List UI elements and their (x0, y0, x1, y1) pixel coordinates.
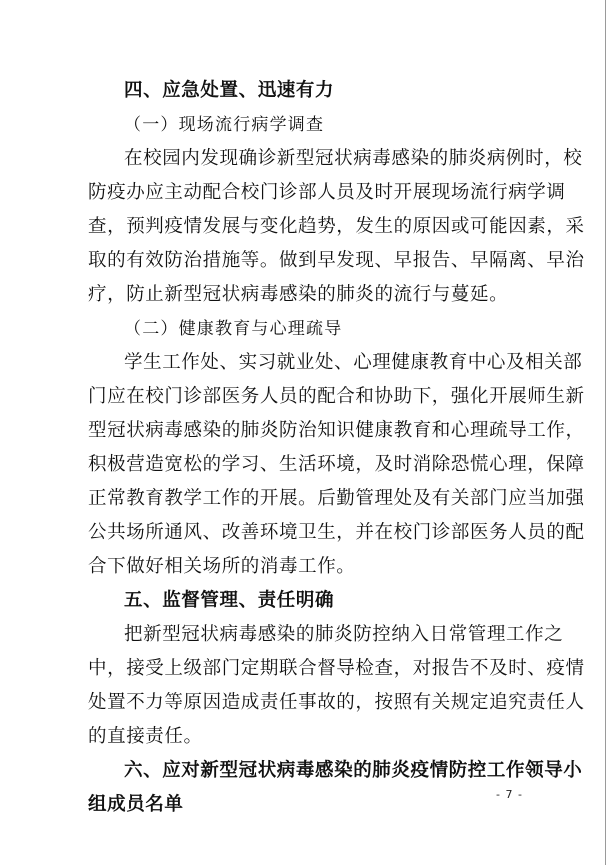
section-4-heading: 四、应急处置、迅速有力 (124, 80, 335, 101)
section-6-heading-continued: 组成员名单 (88, 794, 184, 815)
paragraph-line: 在校园内发现确诊新型冠状病毒感染的肺炎病例时，校 (124, 148, 583, 169)
paragraph-line: 公共场所通风、改善环境卫生，并在校门诊部医务人员的配 (88, 522, 585, 543)
paragraph-line: 查，预判疫情发展与变化趋势，发生的原因或可能因素，采 (88, 216, 585, 237)
paragraph-line: 取的有效防治措施等。做到早发现、早报告、早隔离、早治 (88, 250, 585, 271)
paragraph-line: 疗，防止新型冠状病毒感染的肺炎的流行与蔓延。 (88, 284, 509, 305)
section-6-heading: 六、应对新型冠状病毒感染的肺炎疫情防控工作领导小 (124, 760, 583, 781)
paragraph-line: 中，接受上级部门定期联合督导检查，对报告不及时、疫情 (88, 658, 585, 679)
paragraph-line: 门应在校门诊部医务人员的配合和协助下，强化开展师生新 (88, 386, 585, 407)
paragraph-line: 学生工作处、实习就业处、心理健康教育中心及相关部 (124, 352, 583, 373)
paragraph-line: 合下做好相关场所的消毒工作。 (88, 556, 356, 577)
paragraph-line: 积极营造宽松的学习、生活环境，及时消除恐慌心理，保障 (88, 454, 585, 475)
page-number: - 7 - (496, 788, 523, 801)
paragraph-line: 的直接责任。 (88, 726, 203, 747)
section-5-heading: 五、监督管理、责任明确 (124, 590, 335, 611)
paragraph-line: 型冠状病毒感染的肺炎防治知识健康教育和心理疏导工作， (88, 420, 585, 441)
paragraph-line: 把新型冠状病毒感染的肺炎防控纳入日常管理工作之 (124, 624, 564, 645)
subsection-4-2-heading: （二）健康教育与心理疏导 (124, 319, 343, 339)
subsection-4-1-heading: （一）现场流行病学调查 (124, 115, 325, 135)
paragraph-line: 处置不力等原因造成责任事故的，按照有关规定追究责任人 (88, 692, 585, 713)
paragraph-line: 正常教育教学工作的开展。后勤管理处及有关部门应当加强 (88, 488, 585, 509)
paragraph-line: 防疫办应主动配合校门诊部人员及时开展现场流行病学调 (88, 182, 566, 203)
